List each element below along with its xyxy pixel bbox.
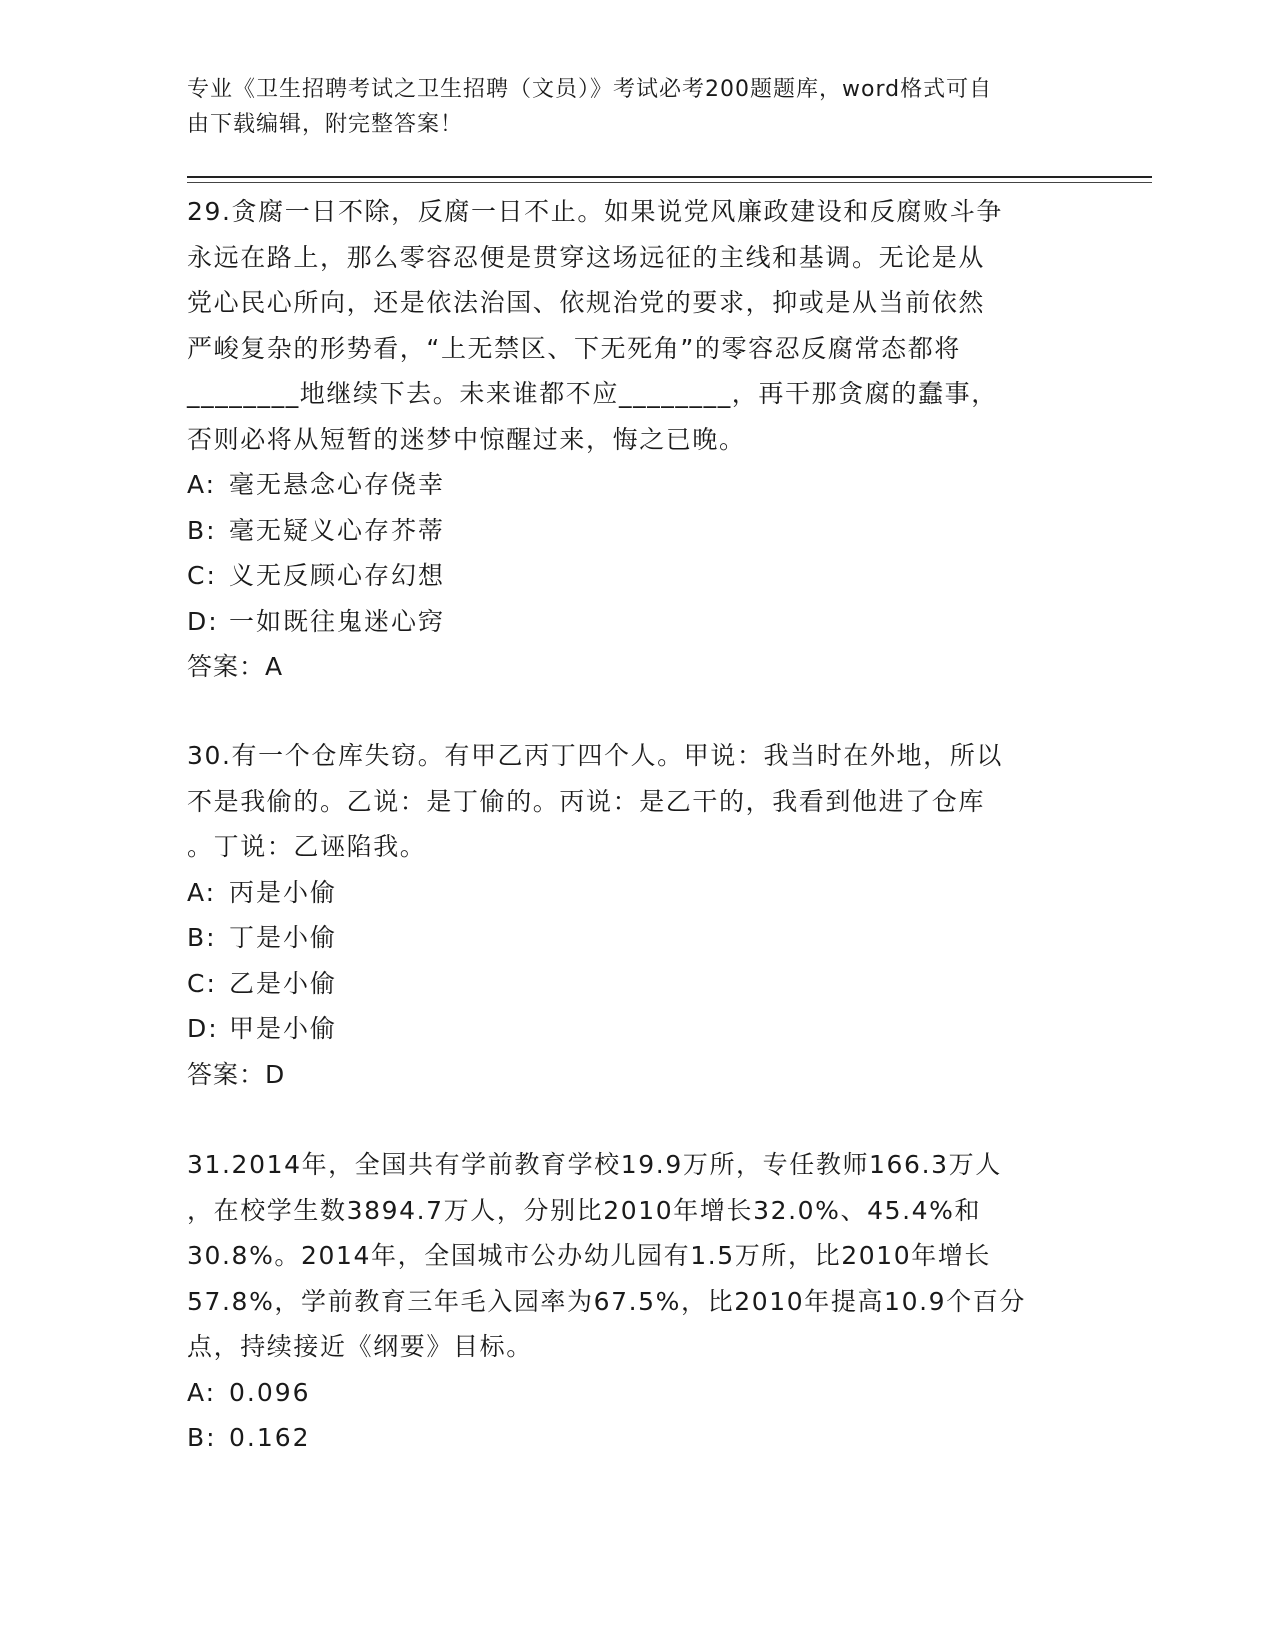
option-letter: C: xyxy=(187,968,217,998)
option-text: 0.162 xyxy=(229,1423,311,1452)
document-header xyxy=(187,72,1077,142)
option-letter: A: xyxy=(187,877,217,907)
option-b xyxy=(187,1415,1087,1461)
question-text-line: 30.8%。2014年，全国城市公办幼儿园有1.5万所，比2010年增长 xyxy=(187,1241,992,1270)
option-text: 乙是小偷 xyxy=(229,968,338,998)
option-text: 义无反顾心存幻想 xyxy=(229,561,446,590)
header-line-2: 由下载编辑，附完整答案！ xyxy=(187,112,464,137)
option-c xyxy=(187,553,1087,599)
option-letter: D: xyxy=(187,1014,219,1043)
option-d xyxy=(187,1006,1087,1052)
answer-line: 答案：D xyxy=(187,1059,286,1089)
answer-line: 答案：A xyxy=(187,652,284,681)
question-text-line: 不是我偷的。乙说：是丁偷的。丙说：是乙干的，我看到他进了仓库 xyxy=(187,786,986,816)
question-text-line: 29.贪腐一日不除，反腐一日不止。如果说党风廉政建设和反腐败斗争 xyxy=(187,197,1003,226)
question-text-line: 否则必将从短暂的迷梦中惊醒过来，悔之已晚。 xyxy=(187,424,746,454)
question-text-line: 永远在路上，那么零容忍便是贯穿这场远征的主线和基调。无论是从 xyxy=(187,242,986,272)
question-30 xyxy=(187,733,1087,1097)
option-a xyxy=(187,870,1087,916)
question-text-line: ，在校学生数3894.7万人，分别比2010年增长32.0%、45.4%和 xyxy=(187,1195,982,1225)
question-text-line: 31.2014年，全国共有学前教育学校19.9万所，专任教师166.3万人 xyxy=(187,1150,1002,1179)
option-text: 一如既往鬼迷心窍 xyxy=(229,606,446,636)
option-letter: B: xyxy=(187,515,217,545)
option-a xyxy=(187,462,1087,508)
option-letter: B: xyxy=(187,1423,217,1452)
question-text-line: 点，持续接近《纲要》目标。 xyxy=(187,1332,533,1361)
question-29 xyxy=(187,189,1087,690)
question-text-line: 30.有一个仓库失窃。有甲乙丙丁四个人。甲说：我当时在外地，所以 xyxy=(187,741,1003,770)
question-text-line: 党心民心所向，还是依法治国、依规治党的要求，抑或是从当前依然 xyxy=(187,288,986,317)
option-c xyxy=(187,961,1087,1007)
question-text-line: ________地继续下去。未来谁都不应________，再干那贪腐的蠢事， xyxy=(187,379,998,408)
option-b xyxy=(187,508,1087,554)
header-divider-thin xyxy=(187,182,1152,183)
question-text-line: 57.8%，学前教育三年毛入园率为67.5%，比2010年提高10.9个百分 xyxy=(187,1286,1026,1316)
option-letter: A: xyxy=(187,1377,217,1407)
option-text: 0.096 xyxy=(229,1377,311,1407)
option-text: 毫无疑义心存芥蒂 xyxy=(229,515,446,545)
option-letter: A: xyxy=(187,470,217,499)
question-31 xyxy=(187,1142,1087,1461)
option-d xyxy=(187,599,1087,645)
option-letter: D: xyxy=(187,606,219,636)
option-letter: B: xyxy=(187,923,217,952)
question-text-line: 。丁说：乙诬陷我。 xyxy=(187,832,427,861)
option-a xyxy=(187,1370,1087,1416)
header-line-1: 专业《卫生招聘考试之卫生招聘（文员）》考试必考200题题库，word格式可自 xyxy=(187,77,993,102)
option-text: 丙是小偷 xyxy=(229,877,338,907)
option-text: 甲是小偷 xyxy=(229,1014,338,1043)
option-b xyxy=(187,915,1087,961)
header-divider-thick xyxy=(187,176,1152,178)
question-text-line: 严峻复杂的形势看，“上无禁区、下无死角”的零容忍反腐常态都将 xyxy=(187,333,961,363)
option-text: 毫无悬念心存侥幸 xyxy=(229,470,446,499)
option-text: 丁是小偷 xyxy=(229,923,338,952)
option-letter: C: xyxy=(187,561,217,590)
